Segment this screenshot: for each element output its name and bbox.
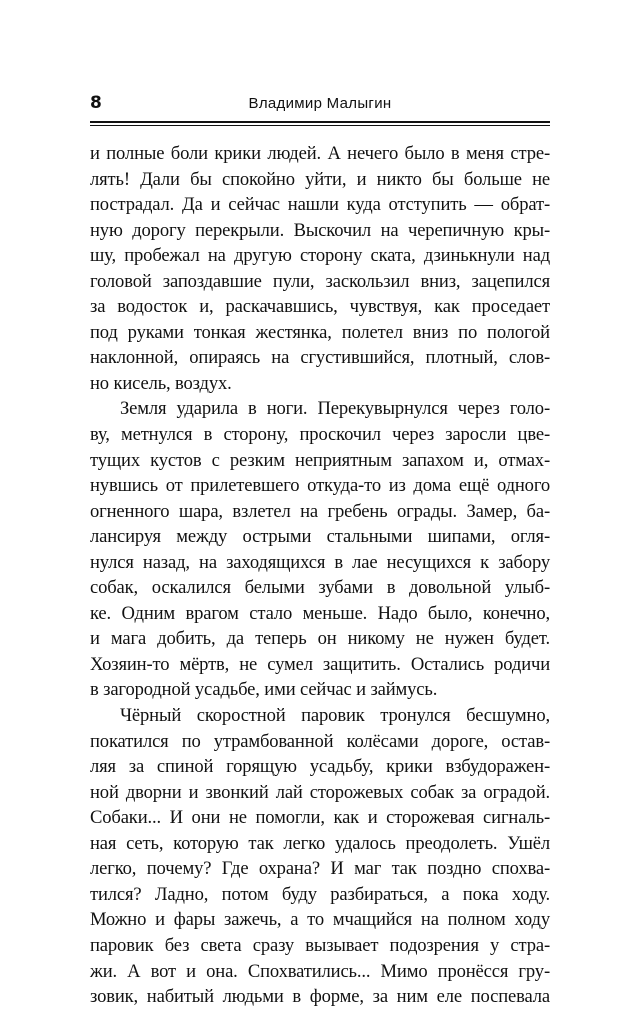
text-line: и полные боли крики людей. А нечего было в меня стре- (90, 143, 550, 164)
text-line: Собаки... И они не помогли, как и сторожевая сигналь- (90, 807, 550, 829)
body-text (90, 141, 550, 1010)
text-line: ву, метнулся в сторону, проскочил через заросли цве- (90, 424, 550, 446)
paragraph-first-line: Чёрный скоростной паровик тронулся бесшумно, (120, 705, 550, 727)
text-line: нувшись от прилетевшего откуда-то из дома ещё одного (90, 475, 550, 497)
text-line: собак, оскалился белыми зубами в довольной улыб- (90, 577, 550, 599)
page-number: 8 (90, 93, 102, 113)
text-line: ке. Одним врагом стало меньше. Надо было, конечно, (90, 602, 550, 624)
text-line: пострадал. Да и сейчас нашли куда отступить — обрат- (90, 194, 550, 216)
text-line: лансируя между острыми стальными шипами, огля- (90, 526, 550, 548)
running-title: Владимир Малыгин (248, 95, 392, 112)
text-line: паровик без света сразу вызывает подозрения у стра- (90, 934, 550, 956)
header-rule-thin (90, 125, 550, 126)
text-line: лять! Дали бы спокойно уйти, и никто бы больше не (90, 168, 550, 190)
paragraph-first-line: Земля ударила в ноги. Перекувырнулся через голо- (120, 398, 550, 420)
text-line: огненного шара, взлетел на гребень ограды. Замер, ба- (90, 500, 550, 522)
text-line: Хозяин-то мёртв, не сумел защитить. Остались родичи (90, 653, 550, 675)
paragraph-last-line: но кисель, воздух. (90, 372, 232, 394)
text-line: ной дворни и звонкий лай сторожевых собак за оградой. (90, 781, 550, 803)
text-line: ная сеть, которую так легко удалось преодолеть. Ушёл (90, 832, 550, 854)
header-rule-thick (90, 121, 550, 123)
text-line: под руками тонкая жестянка, полетел вниз по пологой (90, 321, 550, 343)
running-header (90, 93, 550, 117)
text-line: наклонной, опираясь на сгустившийся, плотный, слов- (90, 347, 550, 369)
text-line: за водосток и, раскачавшись, чувствуя, как проседает (90, 296, 550, 318)
text-line: шу, пробежал на другую сторону ската, дзинькнули над (90, 245, 550, 267)
text-line: легко, почему? Где охрана? И маг так поздно спохва- (90, 858, 550, 880)
text-line: тущих кустов с резким неприятным запахом и, отмах- (90, 449, 550, 471)
text-line: головой запоздавшие пули, заскользил вниз, зацепился (90, 270, 550, 292)
text-line: тился? Ладно, потом буду разбираться, а пока ходу. (90, 883, 550, 905)
text-line: нулся назад, на заходящихся в лае несущихся к забору (90, 551, 550, 573)
text-line: покатился по утрамбованной колёсами дороге, остав- (90, 730, 550, 752)
text-line: Можно и фары зажечь, а то мчащийся на полном ходу (90, 909, 550, 931)
text-line: ную дорогу перекрыли. Выскочил на черепичную кры- (90, 219, 550, 241)
paragraph-last-line: в загородной усадьбе, ими сейчас и займусь. (90, 679, 438, 701)
text-line: жи. А вот и она. Спохватились... Мимо пронёсся гру- (90, 960, 550, 982)
text-line: ляя за спиной горящую усадьбу, крики взбудоражен- (90, 756, 550, 778)
text-line: и мага добить, да теперь он никому не нужен будет. (90, 628, 550, 650)
text-line: зовик, набитый людьми в форме, за ним еле поспевала (90, 986, 550, 1008)
